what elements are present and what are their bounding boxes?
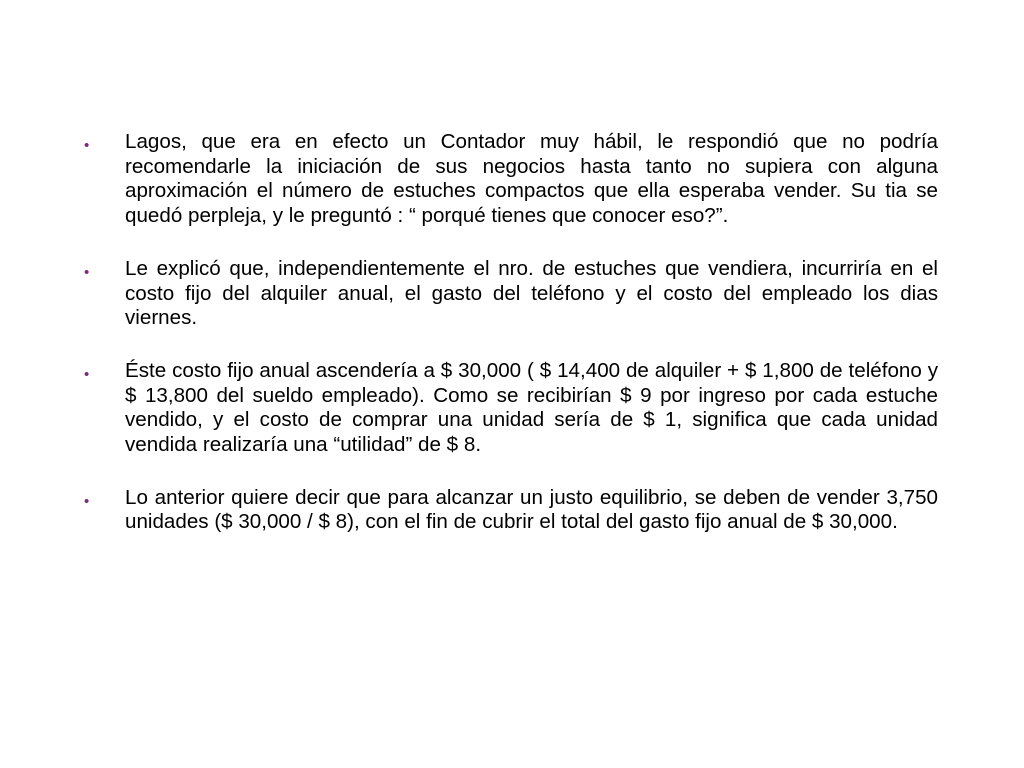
bullet-item-4 <box>84 486 938 535</box>
paragraph-text: Lagos, que era en efecto un Contador muy hábil, le respondió que no podría recomendarle la iniciación de sus negocios hasta tanto no supiera con alguna aproximación el número de estuches compactos que ella esperaba vender. Su tia se quedó perpleja, y le preguntó : “ porqué tienes que conocer eso?”. <box>125 130 938 228</box>
bullet-icon: • <box>84 365 90 383</box>
bullet-list <box>84 130 938 563</box>
paragraph-text: Lo anterior quiere decir que para alcanzar un justo equilibrio, se deben de vender 3,750 unidades ($ 30,000 / $ 8), con el fin de cubrir el total del gasto fijo anual de $ 30,000. <box>125 485 938 534</box>
bullet-item-1 <box>84 130 938 229</box>
bullet-icon: • <box>84 137 90 154</box>
bullet-item-2 <box>84 257 938 331</box>
bullet-icon: • <box>84 263 90 281</box>
bullet-item-3 <box>84 359 938 458</box>
paragraph-text: Le explicó que, independientemente el nro. de estuches que vendiera, incurriría en el costo fijo del alquiler anual, el gasto del teléfono y el costo del empleado los dias viernes. <box>125 256 938 330</box>
paragraph-text: Éste costo fijo anual ascendería a $ 30,000 ( $ 14,400 de alquiler + $ 1,800 de teléfono y $ 13,800 del sueldo empleado). Como se recibirían $ 9 por ingreso por cada estuche vendido, y el costo de comprar una unidad sería de $ 1, significa que cada unidad vendida realizaría una “utilidad” de $ 8. <box>125 358 938 457</box>
bullet-icon: • <box>84 492 90 510</box>
